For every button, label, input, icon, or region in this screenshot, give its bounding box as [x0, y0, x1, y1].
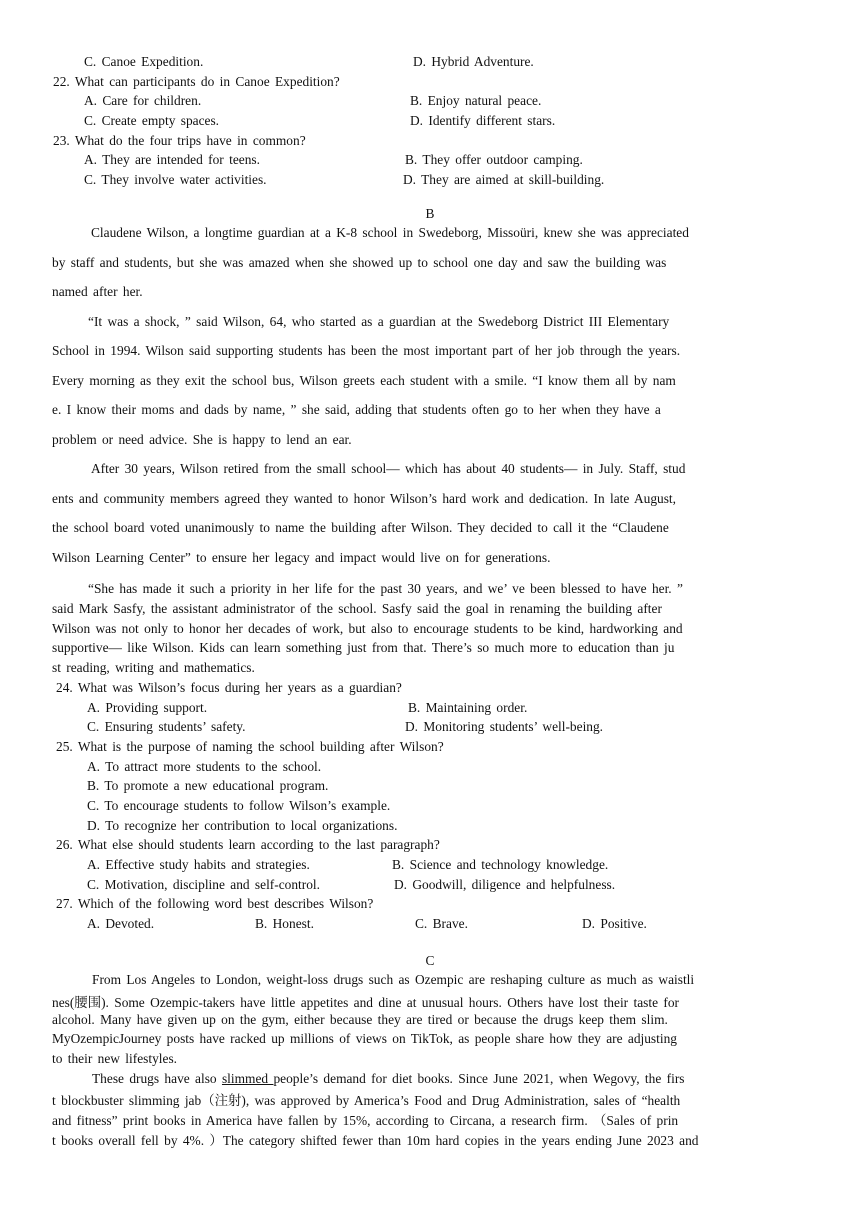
section-b-heading: B [425, 206, 435, 221]
passage-c-text: people’s demand for diet books. Since June 2021, when Wegovy, the firs [273, 1071, 685, 1086]
q25-stem: 25. What is the purpose of naming the school building after Wilson? [56, 739, 444, 754]
q27-option-a: A. Devoted. [87, 916, 155, 931]
passage-b-line: After 30 years, Wilson retired from the small school— which has about 40 students— in July. Staff, stud [91, 461, 686, 476]
q23-option-b: B. They offer outdoor camping. [405, 152, 583, 167]
q22-stem: 22. What can participants do in Canoe Expedition? [53, 74, 340, 89]
q21-option-d: D. Hybrid Adventure. [413, 54, 534, 69]
q26-stem: 26. What else should students learn according to the last paragraph? [56, 837, 440, 852]
q24-option-d: D. Monitoring students’ well-being. [405, 719, 604, 734]
passage-c-line: and fitness” print books in America have fallen by 15%, according to Circana, a research firm. （Sales of prin [52, 1113, 679, 1128]
passage-c-line: to their new lifestyles. [52, 1051, 177, 1066]
q27-stem: 27. Which of the following word best describes Wilson? [56, 896, 374, 911]
q26-option-c: C. Motivation, discipline and self-control. [87, 877, 320, 892]
passage-c-line: nes(腰围). Some Ozempic-takers have little appetites and dine at unusual hours. Others have lost their taste for [52, 995, 679, 1010]
passage-c-line: MyOzempicJourney posts have racked up millions of views on TikTok, as people share how they are adjusting [52, 1031, 677, 1046]
passage-b-line: ents and community members agreed they wanted to honor Wilson’s hard work and dedication. In late August, [52, 491, 676, 506]
passage-b-line: “She has made it such a priority in her life for the past 30 years, and we’ ve been blessed to have her. ” [88, 581, 683, 596]
passage-c-text: These drugs have also [92, 1071, 222, 1086]
q23-option-c: C. They involve water activities. [84, 172, 267, 187]
passage-b-line: e. I know their moms and dads by name, ” she said, adding that students often go to her when they have a [52, 402, 661, 417]
q23-stem: 23. What do the four trips have in common? [53, 133, 306, 148]
passage-b-line: Every morning as they exit the school bus, Wilson greets each student with a smile. “I know them all by nam [52, 373, 676, 388]
q27-option-b: B. Honest. [255, 916, 314, 931]
q25-option-b: B. To promote a new educational program. [87, 778, 329, 793]
q22-option-a: A. Care for children. [84, 93, 202, 108]
section-c-heading: C [425, 953, 435, 968]
passage-c-line: t blockbuster slimming jab（注射), was approved by America’s Food and Drug Administration, sales of “health [52, 1093, 681, 1108]
q23-option-a: A. They are intended for teens. [84, 152, 260, 167]
q26-option-b: B. Science and technology knowledge. [392, 857, 609, 872]
passage-b-line: said Mark Sasfy, the assistant administrator of the school. Sasfy said the goal in renaming the building after [52, 601, 662, 616]
q22-option-d: D. Identify different stars. [410, 113, 556, 128]
q25-option-a: A. To attract more students to the school. [87, 759, 322, 774]
q27-option-c: C. Brave. [415, 916, 468, 931]
passage-c-line: alcohol. Many have given up on the gym, either because they are tired or because the drugs keep them slim. [52, 1012, 668, 1027]
q25-option-d: D. To recognize her contribution to local organizations. [87, 818, 398, 833]
q24-option-b: B. Maintaining order. [408, 700, 528, 715]
q26-option-a: A. Effective study habits and strategies. [87, 857, 310, 872]
passage-b-line: by staff and students, but she was amazed when she showed up to school one day and saw the building was [52, 255, 667, 270]
q25-option-c: C. To encourage students to follow Wilson’s example. [87, 798, 391, 813]
passage-c-line: From Los Angeles to London, weight-loss drugs such as Ozempic are reshaping culture as much as waistli [92, 972, 695, 987]
passage-b-line: supportive— like Wilson. Kids can learn something just from that. There’s so much more to education than ju [52, 640, 675, 655]
passage-b-line: st reading, writing and mathematics. [52, 660, 255, 675]
q26-option-d: D. Goodwill, diligence and helpfulness. [394, 877, 616, 892]
q22-option-b: B. Enjoy natural peace. [410, 93, 542, 108]
underlined-word: slimmed [221, 1071, 274, 1086]
q22-option-c: C. Create empty spaces. [84, 113, 220, 128]
passage-b-line: problem or need advice. She is happy to lend an ear. [52, 432, 352, 447]
passage-b-line: Wilson Learning Center” to ensure her legacy and impact would live on for generations. [52, 550, 551, 565]
passage-b-line: the school board voted unanimously to name the building after Wilson. They decided to call it the “Claudene [52, 520, 669, 535]
passage-b-line: Wilson was not only to honor her decades of work, but also to encourage students to be kind, hardworking and [52, 621, 683, 636]
q27-option-d: D. Positive. [582, 916, 647, 931]
passage-b-line: School in 1994. Wilson said supporting students has been the most important part of her job through the years. [52, 343, 681, 358]
q21-option-c: C. Canoe Expedition. [84, 54, 204, 69]
passage-b-line: “It was a shock, ” said Wilson, 64, who started as a guardian at the Swedeborg District III Elementary [88, 314, 670, 329]
q24-option-a: A. Providing support. [87, 700, 208, 715]
q23-option-d: D. They are aimed at skill-building. [403, 172, 605, 187]
q24-option-c: C. Ensuring students’ safety. [87, 719, 246, 734]
passage-b-line: named after her. [52, 284, 143, 299]
passage-b-line: Claudene Wilson, a longtime guardian at a K-8 school in Swedeborg, Missoüri, knew she was appreciated [91, 225, 689, 240]
passage-c-line [92, 1071, 685, 1087]
q24-stem: 24. What was Wilson’s focus during her years as a guardian? [56, 680, 402, 695]
passage-c-line: t books overall fell by 4%. ）The category shifted fewer than 10m hard copies in the years ending June 2023 and [52, 1133, 699, 1148]
